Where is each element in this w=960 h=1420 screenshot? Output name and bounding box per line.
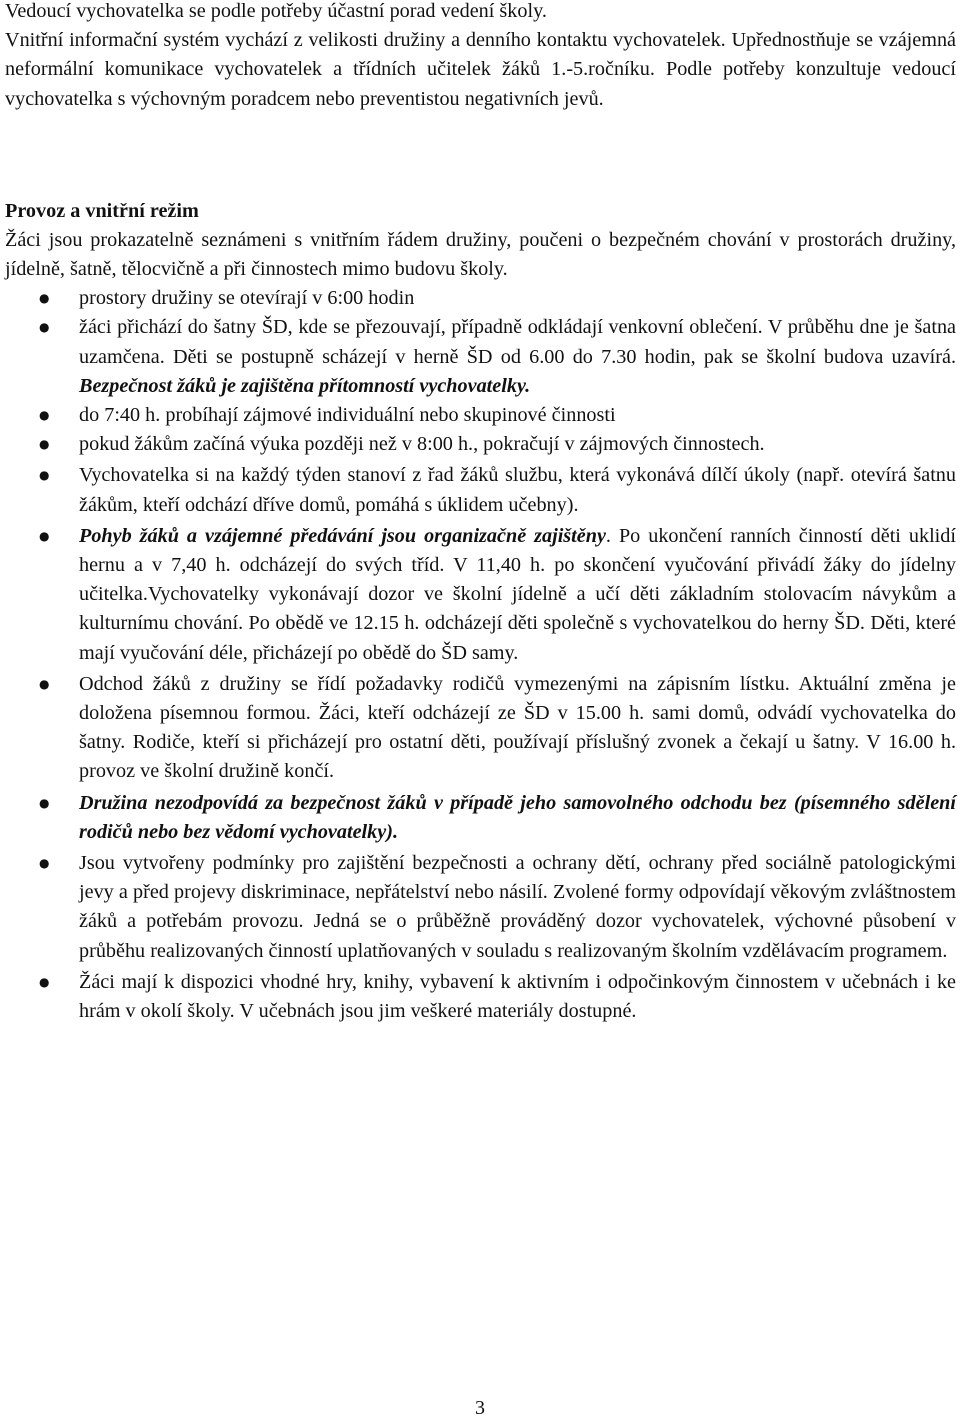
document-page bbox=[5, 0, 956, 1026]
list-item: ● Vychovatelka si na každý týden stanoví z řad žáků službu, která vykonává dílčí úkoly (např. otevírá šatnu žákům, kteří odchází dříve domů, pomáhá s úklidem učebny). bbox=[5, 461, 956, 519]
emphasis-text: Družina nezodpovídá za bezpečnost žáků v případě jeho samovolného odchodu bez (písemného sdělení rodičů nebo bez vědomí vychovatelky). bbox=[79, 791, 956, 843]
list-item: ● Odchod žáků z družiny se řídí požadavky rodičů vymezenými na zápisním lístku. Aktuální změna je doložena písemnou formou. Žáci, kteří odcházejí ze ŠD v 15.00 h. sami domů, odvádí vychovatelka do šatny. Rodiče, kteří si přicházejí pro ostatní děti, používají příslušný zvonek a čekají u šatny. V 16.00 h. provoz ve školní družině končí. bbox=[5, 670, 956, 787]
list-item: ● prostory družiny se otevírají v 6:00 hodin bbox=[5, 284, 956, 313]
intro-paragraph-2: Vnitřní informační systém vychází z velikosti družiny a denního kontaktu vychovatelek. Upřednostňuje se vzájemná neformální komunikace vychovatelek a třídních učitelek žáků 1.-5.ročníku. Podle potřeby konzultuje vedoucí vychovatelka s výchovným poradcem nebo preventistou negativních jevů. bbox=[5, 29, 956, 110]
emphasis-text: Pohyb žáků a vzájemné předávání jsou organizačně zajištěny bbox=[79, 524, 606, 547]
list-item: ● Jsou vytvořeny podmínky pro zajištění bezpečnosti a ochrany dětí, ochrany před sociálně patologickými jevy a před projevy diskriminace, nepřátelství nebo násilí. Zvolené formy odpovídají věkovým zvláštnostem žáků a potřebám provozu. Jedná se o průběžně prováděný dozor vychovatelek, výchovné působení v průběhu realizovaných činností uplatňovaných v souladu s realizovaným školním vzdělávacím programem. bbox=[5, 849, 956, 966]
emphasis-text: Bezpečnost žáků je zajištěna přítomností vychovatelky. bbox=[79, 374, 531, 397]
section-heading: Provoz a vnitřní režim bbox=[5, 199, 199, 222]
page-number: 3 bbox=[475, 1397, 485, 1419]
list-item: ● Žáci mají k dispozici vhodné hry, knihy, vybavení k aktivním i odpočinkovým činnostem v učebnách i ke hrám v okolí školy. V učebnách jsou jim veškeré materiály dostupné. bbox=[5, 968, 956, 1026]
intro-paragraph-1: Vedoucí vychovatelka se podle potřeby účastní porad vedení školy. bbox=[5, 0, 547, 22]
list-item: ● žáci přichází do šatny ŠD, kde se přezouvají, případně odkládají venkovní oblečení. V průběhu dne je šatna uzamčena. Děti se postupně scházejí v herně ŠD od 6.00 do 7.30 hodin, pak se školní budova uzavírá. Bezpečnost žáků je zajištěna přítomností vychovatelky. bbox=[5, 313, 956, 401]
rules-list bbox=[5, 284, 956, 1026]
list-item: ● Pohyb žáků a vzájemné předávání jsou organizačně zajištěny. Po ukončení ranních činností děti uklidí hernu a v 7,40 h. odcházejí do svých tříd. V 11,40 h. po skončení vyučování přivádí žáky do jídelny učitelka.Vychovatelky vykonávají dozor ve školní jídelně a učí děti základním stolovacím návykům a kulturnímu chování. Po obědě ve 12.15 h. odcházejí děti společně s vychovatelkou do herny ŠD. Děti, které mají vyučování déle, přicházejí po obědě do ŠD samy. bbox=[5, 522, 956, 668]
section-lead-paragraph: Žáci jsou prokazatelně seznámeni s vnitřním řádem družiny, poučeni o bezpečném chování v prostorách družiny, jídelně, šatně, tělocvičně a při činnostech mimo budovu školy. bbox=[5, 228, 956, 281]
list-item bbox=[5, 789, 956, 847]
list-item: ● pokud žákům začíná výuka později než v 8:00 h., pokračují v zájmových činnostech. bbox=[5, 430, 956, 459]
list-item: ● do 7:40 h. probíhají zájmové individuální nebo skupinové činnosti bbox=[5, 401, 956, 430]
